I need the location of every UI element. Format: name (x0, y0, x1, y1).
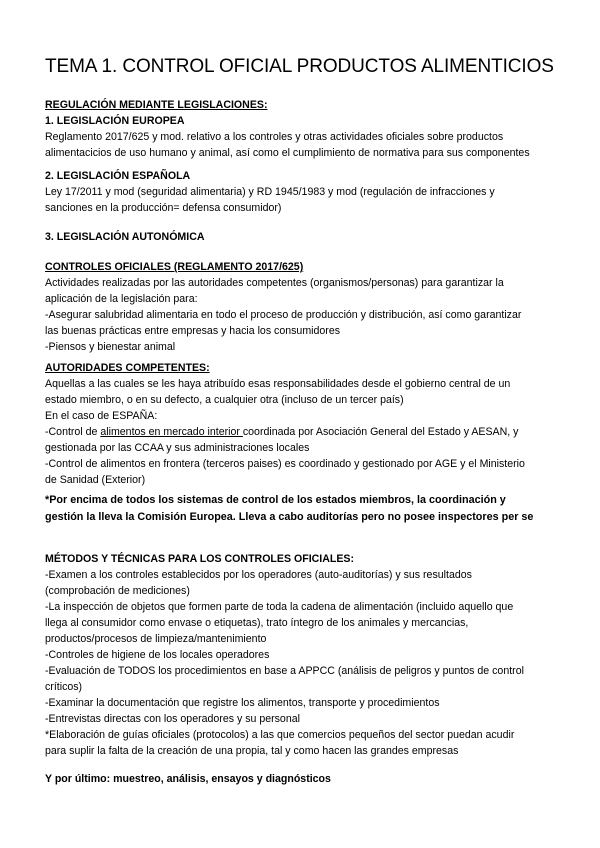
text-line: -Piensos y bienestar animal (45, 341, 176, 353)
list-item: -Controles de higiene de los locales operadores (45, 649, 270, 661)
note-comision-europea (45, 492, 565, 526)
text-line: sanciones en la producción= defensa consumidor) (45, 202, 282, 214)
section-heading: MÉTODOS Y TÉCNICAS PARA LOS CONTROLES OFICIALES: (45, 553, 355, 565)
text-line (45, 424, 565, 440)
list-item: -Examen a los controles establecidos por los operadores (auto-auditorías) y sus resultados (45, 569, 472, 581)
section-heading: REGULACIÓN MEDIANTE LEGISLACIONES: (45, 99, 268, 111)
text-line: Aquellas a las cuales se les haya atribuído esas responsabilidades desde el gobierno central de un (45, 378, 511, 390)
list-item: llega al consumidor como envase o etiquetas), trato íntegro de los animales y mercancias, (45, 617, 469, 629)
note-guias-oficiales (45, 727, 565, 759)
text-line: Ley 17/2011 y mod (seguridad alimentaria) y RD 1945/1983 y mod (regulación de infracciones y (45, 186, 495, 198)
section-heading: AUTORIDADES COMPETENTES: (45, 362, 210, 374)
section-heading: CONTROLES OFICIALES (REGLAMENTO 2017/625) (45, 261, 304, 273)
text-line: gestión la lleva la Comisión Europea. Lleva a cabo auditorías pero no posee inspectores per se (45, 511, 534, 523)
text-line: *Por encima de todos los sistemas de control de los estados miembros, la coordinación y (45, 494, 506, 506)
text-fragment: -Control de (45, 426, 101, 438)
text-fragment: coordinada por Asociación General del Estado y AESAN, y (242, 426, 519, 438)
text-line: *Elaboración de guías oficiales (protocolos) a las que comercios pequeños del sector puedan acudir (45, 729, 515, 741)
section-legislacion-espanola (45, 168, 565, 216)
page-title: TEMA 1. CONTROL OFICIAL PRODUCTOS ALIMENTICIOS (45, 56, 554, 77)
text-line: las buenas prácticas entre empresas y hacia los consumidores (45, 325, 341, 337)
text-line: gestionada por las CCAA y sus administraciones locales (45, 442, 310, 454)
section-metodos (45, 551, 565, 727)
list-item: -Examinar la documentación que registre los alimentos, transporte y procedimientos (45, 697, 440, 709)
text-line: Reglamento 2017/625 y mod. relativo a los controles y otras actividades oficiales sobre productos (45, 131, 504, 143)
list-item: (comprobación de mediciones) (45, 585, 190, 597)
text-line: -Control de alimentos en frontera (terceros paises) es coordinado y gestionado por AGE y el Ministerio (45, 458, 525, 470)
text-line: En el caso de ESPAÑA: (45, 410, 158, 422)
text-line: para suplir la falta de la creación de una propia, tal y como hacen las grandes empresas (45, 745, 459, 757)
subheading: 1. LEGISLACIÓN EUROPEA (45, 115, 185, 127)
text-line: Actividades realizadas por las autoridades competentes (organismos/personas) para garantizar la (45, 277, 504, 289)
list-item: críticos) (45, 681, 83, 693)
list-item: -Entrevistas directas con los operadores y su personal (45, 713, 300, 725)
text-line: de Sanidad (Exterior) (45, 474, 146, 486)
text-line: aplicación de la legislación para: (45, 293, 198, 305)
list-item: -La inspección de objetos que formen parte de toda la cadena de alimentación (incluido aquello que (45, 601, 514, 613)
underlined-phrase: alimentos en mercado interior (100, 426, 243, 438)
section-controles (45, 259, 565, 355)
subheading: 2. LEGISLACIÓN ESPAÑOLA (45, 170, 191, 182)
text-line: estado miembro, o en su defecto, a cualquier otra (incluso de un tercer país) (45, 394, 404, 406)
list-item: -Evaluación de TODOS los procedimientos en base a APPCC (análisis de peligros y puntos de control (45, 665, 524, 677)
section-regulacion (45, 97, 565, 161)
final-line: Y por último: muestreo, análisis, ensayos y diagnósticos (45, 773, 331, 785)
list-item: productos/procesos de limpieza/mantenimiento (45, 633, 267, 645)
subheading: 3. LEGISLACIÓN AUTONÓMICA (45, 231, 205, 243)
section-autoridades (45, 360, 565, 488)
text-line: -Asegurar salubridad alimentaria en todo el proceso de producción y distribución, así como garantizar (45, 309, 522, 321)
section-legislacion-autonomica (45, 229, 565, 245)
text-line: alimentacicios de uso humano y animal, así como el cumplimiento de normativa para sus componentes (45, 147, 530, 159)
